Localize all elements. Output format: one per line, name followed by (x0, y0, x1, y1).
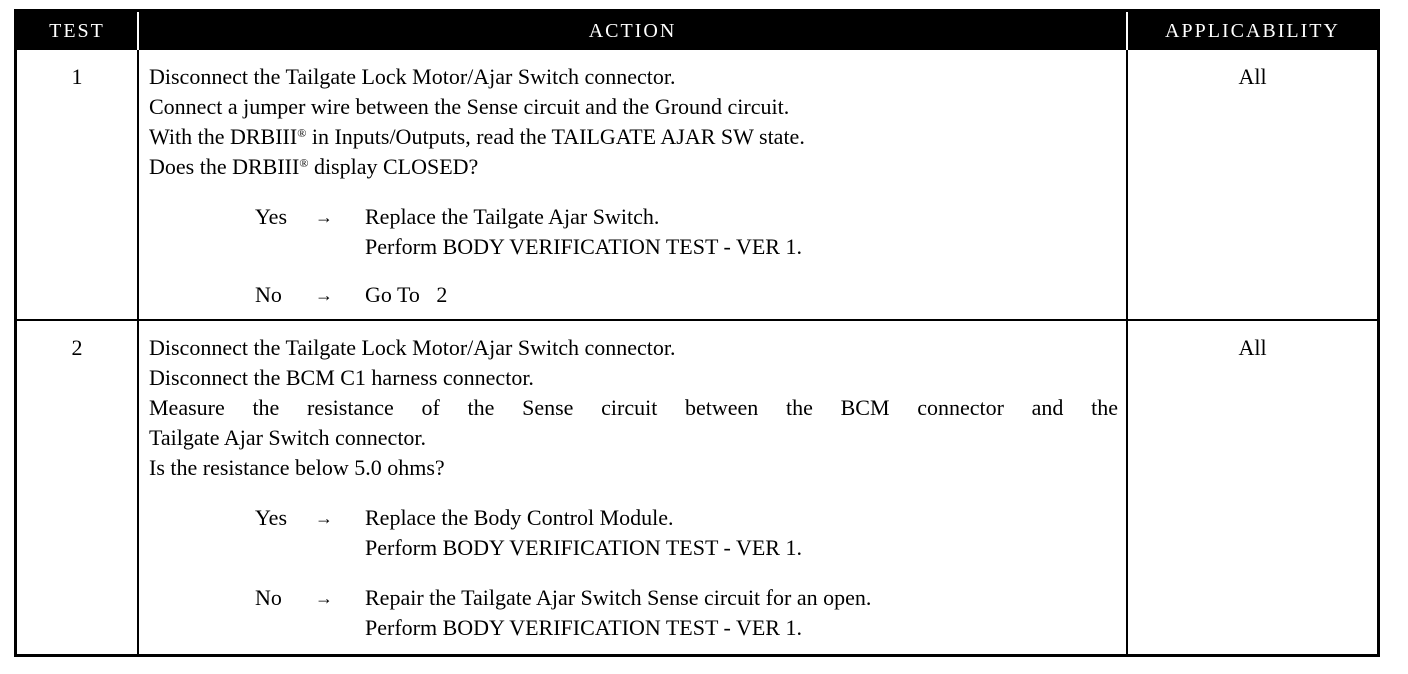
instruction-line: Disconnect the Tailgate Lock Motor/Ajar Switch connector. (149, 335, 676, 360)
table-row (17, 50, 1377, 320)
result-line: Replace the Tailgate Ajar Switch. (365, 204, 660, 229)
result-line: Replace the Body Control Module. (365, 505, 674, 530)
arrow-icon: → (315, 508, 333, 528)
instruction-text: in Inputs/Outputs, read the TAILGATE AJAR SW state. (306, 124, 805, 149)
branch-label: No (255, 585, 282, 610)
instruction-line (149, 152, 1118, 182)
branch-label: Yes (255, 505, 288, 530)
instruction-line: Is the resistance below 5.0 ohms? (149, 455, 445, 480)
instruction-text: display CLOSED? (308, 154, 479, 179)
applicability-cell: All (1127, 320, 1377, 654)
result-line: Repair the Tailgate Ajar Switch Sense circuit for an open. (365, 585, 872, 610)
branch-no (255, 583, 1118, 643)
instruction-line: Connect a jumper wire between the Sense circuit and the Ground circuit. (149, 94, 790, 119)
branch-yes (255, 503, 1118, 563)
header-action: ACTION (138, 12, 1127, 50)
branch-result (365, 280, 1118, 310)
header-test: TEST (17, 12, 138, 50)
arrow-icon: → (315, 588, 333, 608)
instruction-line: Measure the resistance of the Sense circuit between the BCM connector and the (149, 395, 1118, 420)
branch-result (365, 583, 1118, 643)
test-number: 1 (17, 50, 138, 320)
instruction-text: Does the DRBIII (149, 154, 300, 179)
table-row (17, 320, 1377, 654)
branch-label: No (255, 282, 282, 307)
header-applicability: APPLICABILITY (1127, 12, 1377, 50)
branch-yes (255, 202, 1118, 262)
branch-no (255, 280, 1118, 310)
branch-label: Yes (255, 204, 288, 229)
result-line: Perform BODY VERIFICATION TEST - VER 1. (365, 535, 802, 560)
registered-mark: ® (297, 126, 307, 140)
instruction-line: Tailgate Ajar Switch connector. (149, 425, 427, 450)
result-line: Go To 2 (365, 282, 448, 307)
branch-result (365, 202, 1118, 262)
branch-result (365, 503, 1118, 563)
instruction-line (149, 122, 1118, 152)
result-line: Perform BODY VERIFICATION TEST - VER 1. (365, 615, 802, 640)
registered-mark: ® (299, 156, 309, 170)
result-line: Perform BODY VERIFICATION TEST - VER 1. (365, 234, 802, 259)
arrow-icon: → (315, 207, 333, 227)
applicability-cell: All (1238, 64, 1267, 89)
arrow-icon: → (315, 285, 333, 305)
test-number: 2 (17, 320, 138, 654)
instruction-line: Disconnect the BCM C1 harness connector. (149, 365, 534, 390)
test-table (17, 12, 1377, 654)
instruction-line: Disconnect the Tailgate Lock Motor/Ajar Switch connector. (149, 64, 676, 89)
diagnostic-test-table (14, 9, 1380, 657)
action-cell (138, 50, 1127, 320)
instruction-text: With the DRBIII (149, 124, 298, 149)
header-row (17, 12, 1377, 50)
action-cell (138, 320, 1127, 654)
